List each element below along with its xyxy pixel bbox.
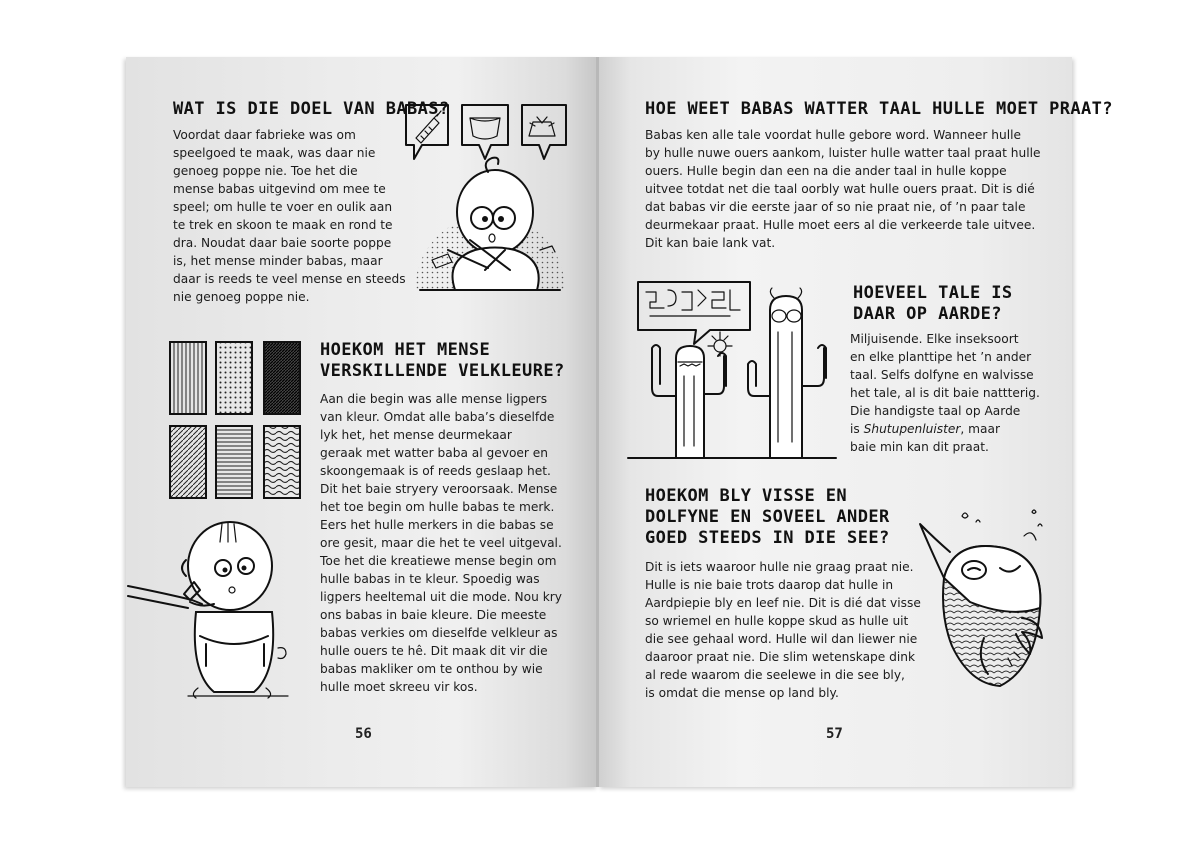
text-watter-taal [645,126,1045,252]
heading-line: HOEKOM BLY VISSE EN [645,486,848,506]
diaper-icon [462,105,508,159]
text-line: mense babas uitgevind om mee te [173,182,386,196]
heading-line: HOEKOM HET MENSE [320,340,491,360]
text-line: Aan die begin was alle mense ligpers [320,392,548,406]
heading-doel-van-babas: WAT IS DIE DOEL VAN BABAS? [173,99,450,119]
text-line: speel; om hulle te voer en oulik aan [173,200,393,214]
text-line: deurmekaar praat. Hulle moet eers al die verkeerde tale uitvee. [645,218,1036,232]
text-doel-van-babas [173,126,413,306]
text-fragment: is [850,422,864,436]
cactus-illustration [628,276,836,472]
text-line: taal. Selfs dolfyne en walvisse [850,368,1034,382]
text-line: skoongemaak is of reeds geslaap het. [320,464,551,478]
text-line: Eers het hulle merkers in die babas se [320,518,554,532]
text-hoeveel-tale [850,330,1050,456]
text-line: lyk het, het mense deurmekaar [320,428,512,442]
swatch-dots [216,342,252,414]
text-line: het toe begin om hulle babas te merk. [320,500,555,514]
text-line: hulle moet skreeu vir kos. [320,680,478,694]
swatch-diagonal-lines [170,426,206,498]
text-line: daar is reeds te veel mense en steeds [173,272,406,286]
swatch-dense [264,342,300,414]
text-line: van kleur. Omdat alle baba’s dieselfde [320,410,555,424]
heading-visse-in-see [645,486,890,549]
text-line: genoeg poppe nie. Toe het die [173,164,358,178]
heading-line: VERSKILLENDE VELKLEURE? [320,361,565,381]
text-line: ouers. Hulle begin dan een na die ander taal in hulle koppe [645,164,1007,178]
book-gutter [596,57,599,787]
skin-swatches-illustration [168,340,308,500]
baby-marker-illustration [128,508,300,700]
heading-line: DAAR OP AARDE? [853,304,1002,324]
text-line: babas verkies om dieselfde velkleur as [320,626,558,640]
text-line: het tale, al is dit baie nattterig. [850,386,1040,400]
fish-illustration [914,508,1064,693]
text-line: speelgoed te maak, was daar nie [173,146,376,160]
text-line: ons babas in baie kleure. Die meeste [320,608,547,622]
text-visse-in-see [645,558,925,702]
heading-line: GOED STEEDS IN DIE SEE? [645,528,890,548]
text-line: Dit kan baie lank vat. [645,236,776,250]
heading-watter-taal: HOE WEET BABAS WATTER TAAL HULLE MOET PRAAT? [645,99,1113,119]
text-line: by hulle nuwe ouers aankom, luister hulle watter taal praat hulle [645,146,1041,160]
swatch-horizontal-lines [216,426,252,498]
text-line: nie genoeg poppe nie. [173,290,310,304]
text-line: uitvee totdat net die taal oorbly wat hulle ouers praat. Dit is dié [645,182,1035,196]
text-line: dra. Noudat daar baie soorte poppe [173,236,392,250]
text-line: al rede waarom die seelewe in die see bly, [645,668,905,682]
text-fragment: , maar [960,422,1000,436]
text-line: daaroor praat nie. Die slim wetenskape dink [645,650,916,664]
text-line: die see gehaal word. Hulle wil dan liewer nie [645,632,918,646]
text-line: ore gesit, maar die het te veel uitgeval. [320,536,562,550]
text-line: te trek en skoon te maak en rond te [173,218,393,232]
swatch-waves [264,426,300,498]
heading-velkleure [320,340,565,382]
text-line [850,420,1050,438]
text-line: dat babas vir die eerste jaar of so nie praat nie, of ’n paar tale [645,200,1026,214]
dress-icon [522,105,566,159]
text-line: Hulle is nie baie trots daarop dat hulle in [645,578,894,592]
text-line: ligpers heeltemal uit die mode. Nou kry [320,590,562,604]
text-line: Aardpiepie bly en leef nie. Dit is dié dat visse [645,596,921,610]
heading-hoeveel-tale [853,283,1013,325]
bottle-icon [406,105,448,159]
text-line: is omdat die mense op land bly. [645,686,839,700]
text-line: babas makliker om te onthou by wie [320,662,543,676]
swatch-vertical-lines [170,342,206,414]
text-line: Dit is iets waaroor hulle nie graag praat nie. [645,560,914,574]
text-line: Die handigste taal op Aarde [850,404,1021,418]
text-line: is, het mense minder babas, maar [173,254,383,268]
text-line: Miljuisende. Elke inseksoort [850,332,1019,346]
text-line: Toe het die kreatiewe mense begin om [320,554,557,568]
text-line: geraak met watter baba al gevoer en [320,446,549,460]
heading-line: HOEVEEL TALE IS [853,283,1013,303]
baby-wishes-illustration [400,100,580,310]
heading-line: DOLFYNE EN SOVEEL ANDER [645,507,890,527]
page-number-right: 57 [826,726,843,742]
text-line: so wriemel en hulle koppe skud as hulle uit [645,614,909,628]
text-line: en elke planttipe het ’n ander [850,350,1032,364]
text-line: hulle ouers te hê. Dit maak dit vir die [320,644,548,658]
text-line: Voordat daar fabrieke was om [173,128,356,142]
text-line: baie min kan dit praat. [850,440,989,454]
text-line: Babas ken alle tale voordat hulle gebore word. Wanneer hulle [645,128,1022,142]
italic-word: Shutupenluister [863,422,961,436]
page-number-left: 56 [355,726,372,742]
text-line: hulle babas in te kleur. Spoedig was [320,572,540,586]
text-velkleure [320,390,588,696]
text-line: Dit het baie stryery veroorsaak. Mense [320,482,558,496]
